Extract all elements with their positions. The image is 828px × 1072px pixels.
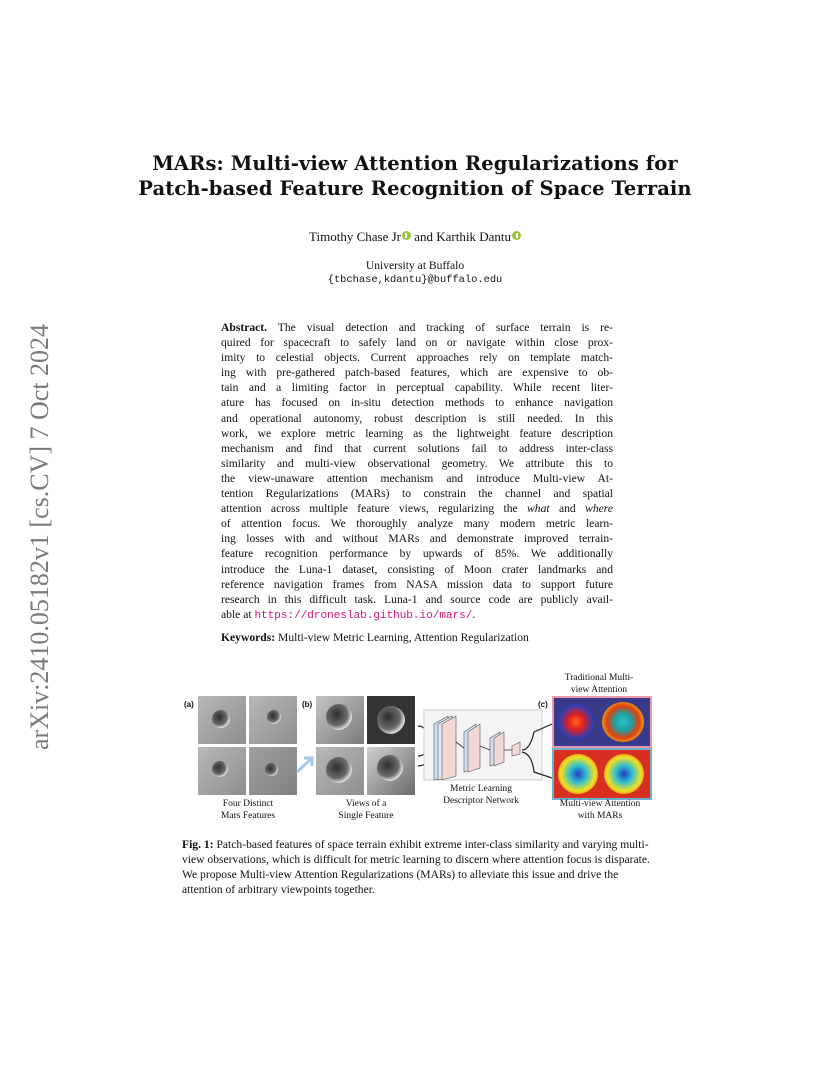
network-caption-line-1: Metric Learning xyxy=(450,784,512,794)
mars-caption-line-1: Multi-view Attention xyxy=(559,799,641,809)
arxiv-identifier-stamp xyxy=(4,296,64,756)
author-2: Karthik Dantu xyxy=(436,229,511,244)
panel-b-views-grid xyxy=(316,696,416,796)
abstract-line: The visual detection and tracking of surface terrain is re- xyxy=(267,321,613,334)
panel-b-caption-line-1: Views of a xyxy=(345,799,387,809)
arxiv-id-text: arXiv:2410.05182v1 [cs.CV] 7 Oct 2024 xyxy=(25,323,54,750)
abstract-line: introduce the Luna-1 dataset, consisting of Moon crater landmarks and xyxy=(221,562,613,576)
traditional-attention-heatmaps xyxy=(552,696,652,748)
abstract-line: ature has focused on in-situ detection methods to enhance navigation xyxy=(221,396,613,410)
figure-1 xyxy=(182,668,652,828)
abstract-line: attention across multiple feature views, regularizing the xyxy=(221,502,528,516)
abstract-line: reference navigation frames from NASA mission data to support future xyxy=(221,577,613,591)
abstract-line: imity to celestial objects. Current approaches rely on template match- xyxy=(221,351,613,365)
keywords-label: Keywords: xyxy=(221,631,276,644)
panel-b-label: (b) xyxy=(302,700,313,709)
panel-a-caption xyxy=(198,798,298,822)
abstract-line: research in this difficult task. Luna-1 and source code are publicly avail- xyxy=(221,592,613,606)
abstract-line: mechanism and find that current solutions fail to address inter-class xyxy=(221,441,613,455)
keywords xyxy=(221,631,621,644)
abstract-period: . xyxy=(472,607,476,621)
title-line-1: MARs: Multi-view Attention Regularizations for xyxy=(152,152,678,175)
abstract-line: feature recognition performance by upwards of 85%. We additionally xyxy=(221,547,613,561)
caption-text: Patch-based features of space terrain exhibit extreme inter-class similarity and varying multi-view observations, which is difficult for metric learning to discern where attention focus is disparate. We propose Multi-view Attention Regularizations (MARs) to alleviate this issue and drive the attention of arbitrary viewpoints together. xyxy=(182,838,650,897)
abstract-line: able at xyxy=(221,607,255,621)
abstract-line: similarity and multi-view observational geometry. We attribute this to xyxy=(221,456,613,470)
mars-attention-heatmaps xyxy=(552,748,652,800)
arrow-icon xyxy=(294,752,318,776)
metric-learning-network-diagram xyxy=(416,702,556,792)
italic-where: where xyxy=(585,502,613,516)
italic-what: what xyxy=(527,502,550,516)
abstract-line: ing with pre-gathered patch-based features, which are expensive to ob- xyxy=(221,366,613,380)
abstract-line: tention Regularizations (MARs) to constrain the channel and spatial xyxy=(221,487,613,501)
traditional-title-line-2: view Attention xyxy=(570,685,628,695)
abstract-line: of attention focus. We thoroughly analyze many modern metric learn- xyxy=(221,517,613,531)
abstract-line: ing losses with and without MARs and demonstrate improved terrain- xyxy=(221,532,613,546)
authors xyxy=(120,229,710,245)
panel-c-label: (c) xyxy=(538,700,548,709)
keywords-text: Multi-view Metric Learning, Attention Regularization xyxy=(275,631,529,644)
author-conjunction: and xyxy=(410,229,437,244)
author-emails: {tbchase,kdantu}@buffalo.edu xyxy=(327,274,503,286)
mars-caption-line-2: with MARs xyxy=(577,811,623,821)
abstract-label: Abstract. xyxy=(221,321,268,334)
abstract xyxy=(221,320,613,622)
panel-a-caption-line-2: Mars Features xyxy=(220,811,276,821)
project-url-link[interactable]: https://droneslab.github.io/mars/ xyxy=(254,609,473,622)
panel-a-label: (a) xyxy=(184,700,194,709)
abstract-and: and xyxy=(549,502,586,516)
traditional-title-line-1: Traditional Multi- xyxy=(564,673,634,683)
abstract-line: and operational autonomy, robust description is still needed. In this xyxy=(221,411,613,425)
network-caption xyxy=(426,783,536,807)
abstract-line: work, we explore metric learning as the lightweight feature description xyxy=(221,426,613,440)
caption-label: Fig. 1: xyxy=(182,838,214,851)
panel-a-caption-line-1: Four Distinct xyxy=(222,799,274,809)
figure-1-caption xyxy=(182,837,652,897)
orcid-icon[interactable] xyxy=(402,231,411,240)
abstract-line: the view-unaware attention mechanism and introduce Multi-view At- xyxy=(221,471,613,485)
panel-a-mars-features-grid xyxy=(198,696,298,796)
panel-b-caption xyxy=(316,798,416,822)
abstract-line: quired for spacecraft to safely land on or navigate within close prox- xyxy=(221,336,613,350)
title-line-2: Patch-based Feature Recognition of Space Terrain xyxy=(138,177,692,200)
author-1: Timothy Chase Jr xyxy=(309,229,401,244)
mars-attention-caption xyxy=(544,798,656,822)
traditional-attention-title xyxy=(544,672,654,696)
network-caption-line-2: Descriptor Network xyxy=(443,796,519,806)
affiliation: University at Buffalo xyxy=(365,259,465,272)
abstract-line: tain and a limiting factor in perceptual capability. While recent liter- xyxy=(221,381,613,395)
panel-b-caption-line-2: Single Feature xyxy=(338,811,394,821)
paper-title xyxy=(120,151,710,201)
orcid-icon[interactable] xyxy=(512,231,521,240)
